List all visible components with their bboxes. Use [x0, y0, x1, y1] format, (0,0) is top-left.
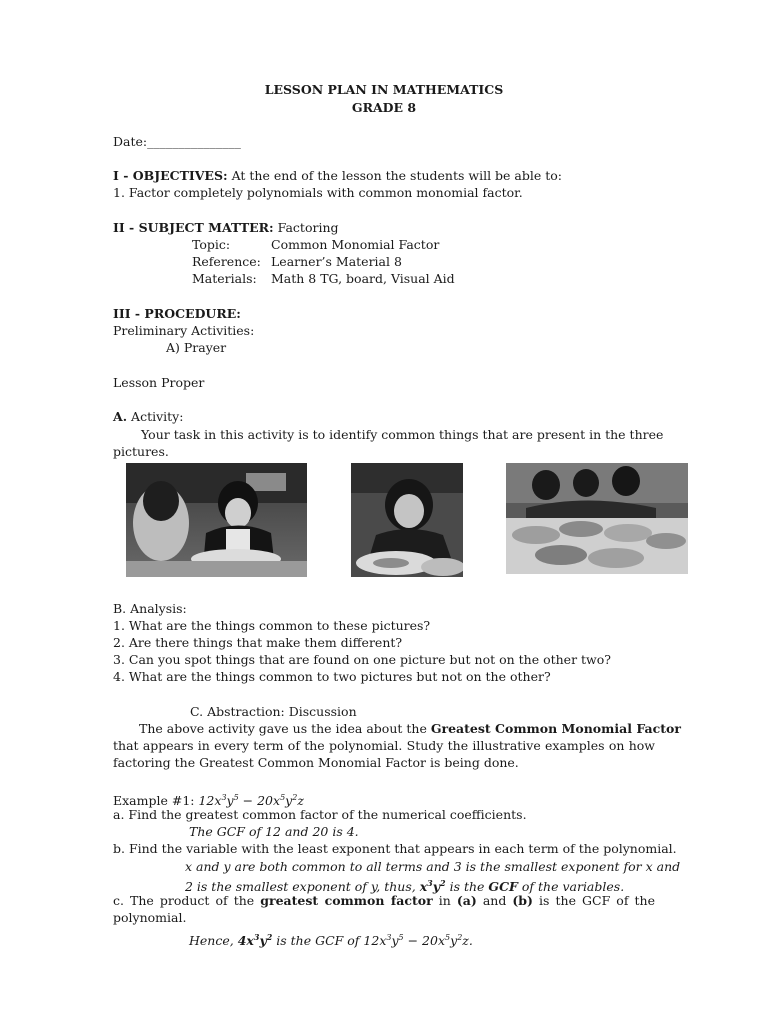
activity-text-1: Your task in this activity is to identify common things that are present in the three: [141, 427, 664, 442]
date-label: Date:: [113, 134, 148, 149]
example-label: Example #1:: [113, 793, 199, 809]
subject-matter-heading: II - SUBJECT MATTER:: [113, 220, 274, 235]
example-step-b-answer-1: x and y are both common to all terms and 3 is the smallest exponent for x and: [185, 859, 681, 874]
analysis-heading: B. Analysis:: [113, 601, 187, 616]
activity-letter: A.: [113, 409, 128, 424]
example-step-a-answer: The GCF of 12 and 20 is 4.: [189, 824, 359, 839]
analysis-question-3: 3. Can you spot things that are found on one picture but not on the other two?: [113, 652, 611, 667]
objective-item-1: 1. Factor completely polynomials with common monomial factor.: [113, 185, 523, 200]
topic-label: Topic:: [192, 237, 231, 252]
abstraction-paragraph-2: that appears in every term of the polynomial. Study the illustrative examples on how: [113, 738, 655, 753]
c-text-a: c. The product of the: [113, 893, 261, 908]
picture-3-image: [506, 463, 688, 574]
abstraction-paragraph-1: [139, 720, 681, 737]
b-answer-gcf: GCF: [488, 879, 518, 895]
picture-1-image: [126, 463, 307, 577]
analysis-question-4: 4. What are the things common to two pictures but not on the other?: [113, 669, 551, 684]
c-answer-expression: $12x^3y^5 - 20x^5y^2z$.: [363, 933, 473, 949]
analysis-question-2: 2. Are there things that make them different?: [113, 635, 403, 650]
picture-3: [506, 463, 688, 574]
prayer-item: A) Prayer: [166, 340, 227, 355]
b-answer-text-a: 2 is the smallest exponent of y, thus,: [185, 879, 420, 895]
example-step-a: a. Find the greatest common factor of the numerical coefficients.: [113, 807, 527, 822]
example-step-b: b. Find the variable with the least exponent that appears in each term of the polynomial.: [113, 841, 677, 856]
materials-value: Math 8 TG, board, Visual Aid: [271, 271, 455, 286]
topic-value: Common Monomial Factor: [271, 237, 440, 252]
b-answer-text-d: of the variables.: [517, 879, 625, 895]
c-answer-text-b: is the GCF of: [272, 933, 364, 949]
reference-value: Learner’s Material 8: [271, 254, 402, 269]
materials-label: Materials:: [192, 271, 257, 286]
c-answer-gcf: $4x^3y^2$: [237, 932, 273, 949]
subject-matter-line: [113, 219, 339, 236]
example-expression: $12x^3y^5 - 20x^5y^2z$: [198, 793, 304, 809]
c-bold-a: (a): [456, 893, 477, 908]
example-step-c-line-2: polynomial.: [113, 910, 187, 925]
date-blank: _______________: [147, 134, 241, 149]
b-answer-gcf-vars: $x^3y^2$: [419, 878, 446, 895]
example-step-c: [113, 892, 655, 909]
activity-line: [113, 408, 183, 425]
abstraction-paragraph-3: factoring the Greatest Common Monomial Factor is being done.: [113, 755, 519, 770]
objectives-heading: I - OBJECTIVES:: [113, 168, 228, 183]
date-line: [113, 133, 241, 150]
picture-1: [126, 463, 307, 577]
activity-label: Activity:: [127, 409, 184, 424]
objectives-intro: At the end of the lesson the students will be able to:: [227, 168, 563, 183]
activity-text-2: pictures.: [113, 444, 169, 459]
abstraction-bold-term: Greatest Common Monomial Factor: [430, 721, 681, 736]
reference-label: Reference:: [192, 254, 261, 269]
example-step-c-answer: [189, 929, 473, 949]
b-answer-text-b: is the: [445, 879, 489, 895]
subject-matter-value: Factoring: [273, 220, 339, 235]
c-text-c: in: [432, 893, 457, 908]
c-bold-gcf: greatest common factor: [260, 893, 433, 908]
c-text-g: is the GCF of the: [532, 893, 655, 908]
title-line-1: LESSON PLAN IN MATHEMATICS: [264, 82, 504, 97]
picture-2: [351, 463, 463, 577]
procedure-heading: III - PROCEDURE:: [113, 306, 241, 321]
abstraction-heading: C. Abstraction: Discussion: [190, 704, 357, 719]
c-answer-text-a: Hence,: [189, 933, 238, 949]
lesson-proper: Lesson Proper: [113, 375, 205, 390]
c-bold-b: (b): [512, 893, 533, 908]
objectives-line: [113, 167, 562, 184]
title-line-2: GRADE 8: [351, 100, 417, 115]
c-text-e: and: [476, 893, 513, 908]
analysis-question-1: 1. What are the things common to these pictures?: [113, 618, 431, 633]
preliminary-activities: Preliminary Activities:: [113, 323, 255, 338]
abstraction-text-a: The above activity gave us the idea about the: [139, 721, 431, 736]
picture-2-image: [351, 463, 463, 577]
